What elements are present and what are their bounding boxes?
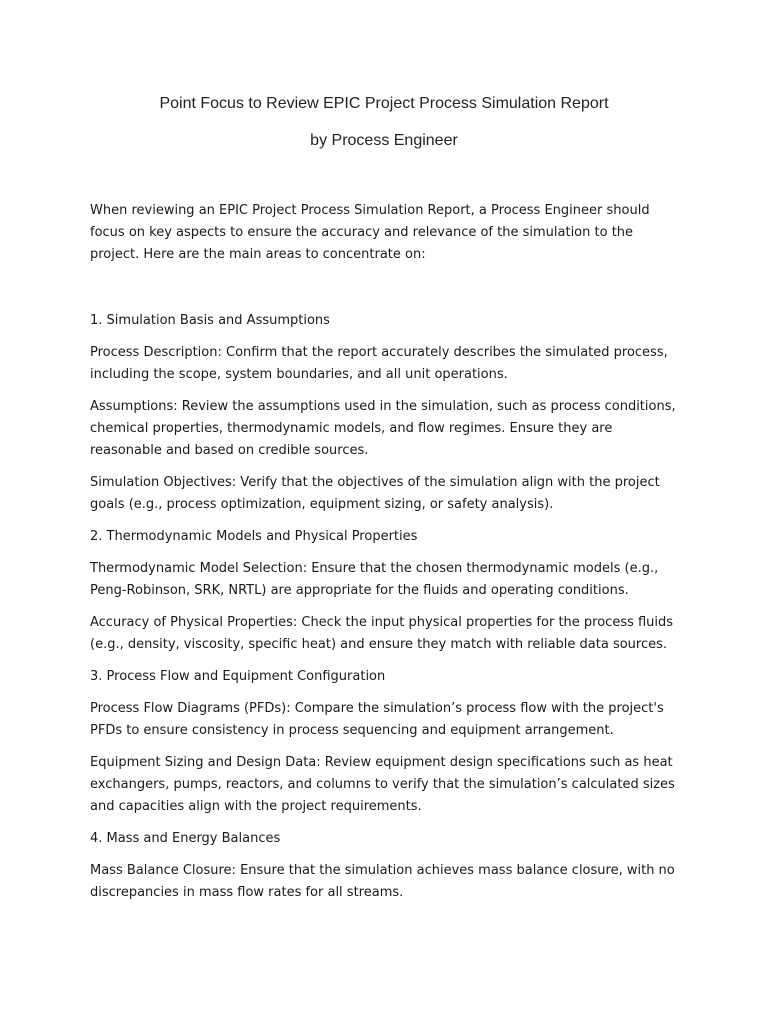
section-heading: 1. Simulation Basis and Assumptions [90, 313, 330, 328]
body-paragraph: Simulation Objectives: Verify that the objectives of the simulation align with the project goals (e.g., process optimization, equipment sizing, or safety analysis). [90, 475, 660, 512]
body-paragraph: Process Flow Diagrams (PFDs): Compare the simulation’s process flow with the project's PFDs to ensure consistency in process sequencing and equipment arrangement. [90, 701, 664, 738]
document-body [90, 200, 680, 914]
body-paragraph: Accuracy of Physical Properties: Check the input physical properties for the process fluids (e.g., density, viscosity, specific heat) and ensure they match with reliable data sources. [90, 615, 674, 652]
body-paragraph: Assumptions: Review the assumptions used in the simulation, such as process conditions, chemical properties, thermodynamic models, and flow regimes. Ensure they are reasonable and based on credible sources. [90, 399, 676, 458]
intro-paragraph: When reviewing an EPIC Project Process Simulation Report, a Process Engineer should focus on key aspects to ensure the accuracy and relevance of the simulation to the project. Here are the main areas to concentrate on: [90, 203, 650, 262]
body-paragraph: Thermodynamic Model Selection: Ensure that the chosen thermodynamic models (e.g., Peng-Robinson, SRK, NRTL) are appropriate for the fluids and operating conditions. [90, 561, 659, 598]
body-paragraph: Process Description: Confirm that the report accurately describes the simulated process, including the scope, system boundaries, and all unit operations. [90, 345, 668, 382]
document-title: Point Focus to Review EPIC Project Process Simulation Report [159, 95, 609, 112]
document-subtitle: by Process Engineer [310, 132, 458, 149]
body-paragraph: Mass Balance Closure: Ensure that the simulation achieves mass balance closure, with no discrepancies in mass flow rates for all streams. [90, 863, 675, 900]
body-paragraph: Equipment Sizing and Design Data: Review equipment design specifications such as heat exchangers, pumps, reactors, and columns to verify that the simulation’s calculated sizes and capacities align with the project requirements. [90, 755, 675, 814]
section-heading: 4. Mass and Energy Balances [90, 831, 281, 846]
section-heading: 2. Thermodynamic Models and Physical Properties [90, 529, 418, 544]
section-heading: 3. Process Flow and Equipment Configuration [90, 669, 386, 684]
